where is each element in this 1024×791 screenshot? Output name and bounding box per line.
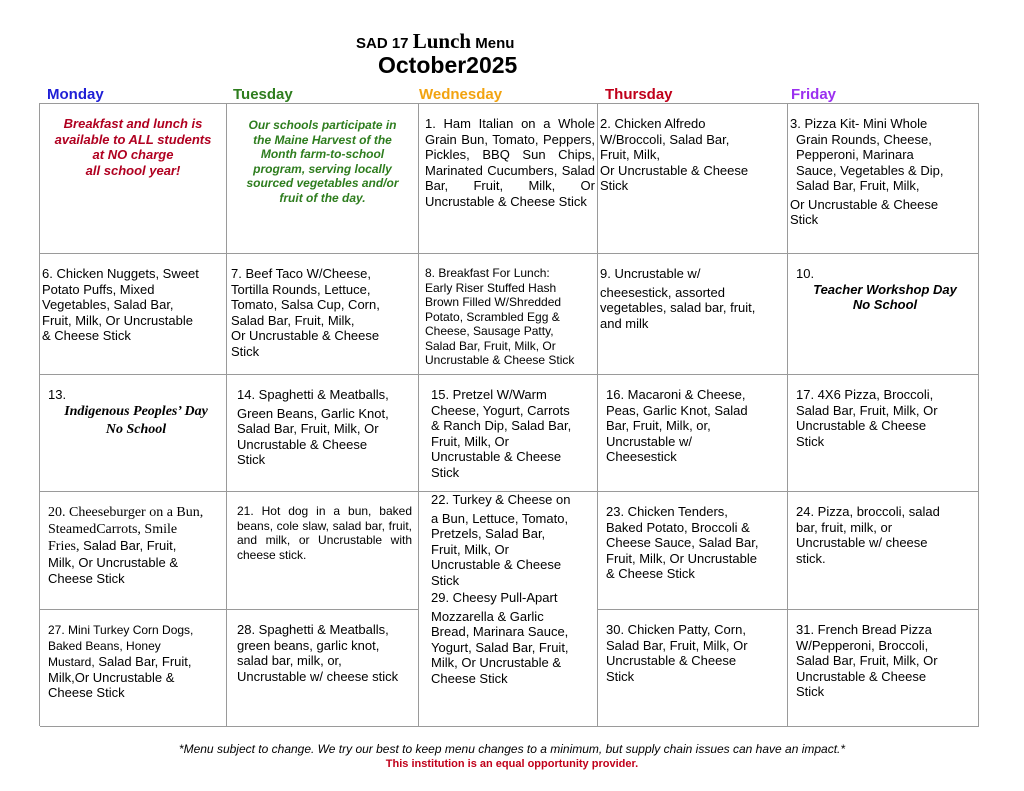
menu-line: SteamedCarrots, Smile (48, 522, 178, 537)
cell-week2-wednesday (419, 254, 598, 375)
cell-week1-tuesday (227, 104, 419, 254)
cell-week3-monday (40, 375, 227, 492)
menu-line: W/Broccoli, Salad Bar, (600, 131, 730, 147)
day-header-wednesday: Wednesday (419, 86, 503, 103)
menu-line: Salad Bar, Fruit, (83, 538, 177, 553)
menu-line: bar, fruit, milk, or (796, 519, 893, 535)
cell-week5-monday (40, 610, 227, 727)
menu-line: Cheese Sauce, Salad Bar, (606, 535, 759, 550)
menu-item-oct-2 (600, 116, 783, 194)
menu-line: Cheese, Sausage Patty, (425, 324, 554, 338)
menu-line: Tortilla Rounds, Lettuce, (231, 281, 371, 297)
menu-line: Potato Puffs, Mixed (42, 281, 155, 297)
cell-week5-thursday (598, 610, 788, 727)
menu-line: 17. 4X6 Pizza, Broccoli, (796, 387, 934, 402)
notice-line: Month farm-to-school (260, 147, 385, 161)
menu-line: Fruit, Milk, Or (431, 433, 509, 449)
menu-line: Uncrustable w/ cheese (796, 535, 928, 550)
menu-line: Fruit, Milk, Or (431, 541, 509, 557)
menu-line: and milk (600, 315, 649, 331)
cell-week4-friday (788, 492, 979, 610)
cell-week4-5-wednesday (419, 492, 598, 727)
event-line: No School (105, 421, 167, 437)
district-name: SAD 17 (356, 35, 409, 52)
menu-line: Stick (237, 452, 266, 467)
day-number-oct-13: 13. (48, 387, 67, 402)
menu-line: 31. French Bread Pizza (796, 622, 932, 637)
menu-line: Mustard, (48, 655, 95, 669)
menu-line: Uncrustable & Cheese (796, 418, 927, 433)
menu-line: 9. Uncrustable w/ (600, 266, 701, 281)
menu-line: Fruit, Milk, Or Uncrustable (42, 312, 193, 328)
cell-week1-wednesday (419, 104, 598, 254)
menu-line: Salad Bar, Fruit, Milk, Or (425, 338, 556, 353)
cell-week2-friday (788, 254, 979, 375)
menu-line: Cheesestick (606, 449, 677, 464)
menu-item-oct-15 (431, 387, 595, 480)
menu-line: 7. Beef Taco W/Cheese, (231, 266, 371, 281)
cell-week3-tuesday (227, 375, 419, 492)
menu-line: cheesestick, assorted (600, 284, 726, 300)
cell-week5-tuesday (227, 610, 419, 727)
cell-week2-tuesday (227, 254, 419, 375)
menu-line: 22. Turkey & Cheese on (431, 492, 571, 507)
equal-opportunity-statement: This institution is an equal opportunity provider. (385, 758, 639, 770)
menu-line: Salad Bar, Fruit, Milk, Or (796, 402, 938, 418)
menu-item-oct-6 (42, 266, 224, 344)
menu-line: Salad Bar, Fruit, (98, 654, 192, 669)
menu-item-oct-3 (790, 116, 974, 228)
menu-line: Early Riser Stuffed Hash (425, 280, 557, 295)
menu-item-oct-14 (237, 387, 416, 468)
cell-week1-thursday (598, 104, 788, 254)
menu-line: Fruit, Milk, Or Uncrustable (606, 550, 757, 566)
day-header-friday: Friday (791, 86, 837, 103)
menu-line: 29. Cheesy Pull-Apart (431, 590, 558, 605)
menu-item-oct-7 (231, 266, 416, 359)
menu-line: Uncrustable & Cheese (796, 668, 927, 684)
menu-line: Stick (431, 464, 460, 480)
day-header-monday: Monday (47, 86, 104, 103)
menu-line: Bar, Fruit, Milk, or, (606, 418, 711, 433)
menu-line: Bread, Marinara Sauce, (431, 624, 569, 639)
menu-calendar-grid (39, 103, 979, 726)
indigenous-peoples-day-event (48, 403, 224, 439)
menu-line: 16. Macaroni & Cheese, (606, 387, 746, 402)
menu-line: Uncrustable w/ cheese stick (237, 668, 399, 684)
menu-line: Or Uncrustable & Cheese (600, 162, 749, 178)
menu-change-disclaimer: *Menu subject to change. We try our best to keep menu changes to a minimum, but supply chain issues can have an impact.* (178, 742, 846, 756)
free-meals-notice (44, 116, 222, 178)
menu-line: Uncrustable & Cheese (431, 449, 562, 464)
month-title: October2025 (378, 52, 518, 78)
menu-line: 28. Spaghetti & Meatballs, (237, 622, 389, 637)
day-header-tuesday: Tuesday (233, 86, 293, 103)
cell-week1-monday (40, 104, 227, 254)
menu-item-oct-23 (606, 504, 785, 582)
menu-line: 30. Chicken Patty, Corn, (606, 622, 746, 637)
menu-line: Grain Rounds, Cheese, (796, 131, 932, 147)
menu-item-oct-16 (606, 387, 785, 465)
menu-item-oct-31 (796, 622, 976, 700)
menu-line: Cheese Stick (48, 685, 125, 700)
cell-week4-thursday (598, 492, 788, 610)
day-header-thursday: Thursday (605, 86, 673, 103)
menu-line: Milk,Or Uncrustable & (48, 669, 175, 685)
menu-line: Mozzarella & Garlic (431, 608, 544, 624)
menu-title (356, 29, 514, 54)
menu-item-oct-1: 1. Ham Italian on a Whole Grain Bun, Tomato, Peppers, Pickles, BBQ Sun Chips, Marinated Cucumbers, Salad Bar, Fruit, Milk, Or Uncrustable & Cheese Stick (425, 116, 595, 209)
notice-line: program, serving locally (253, 161, 392, 176)
menu-item-oct-29 (431, 590, 595, 686)
menu-line: 24. Pizza, broccoli, salad (796, 504, 940, 519)
menu-line: Cheese Stick (48, 570, 125, 586)
menu-line: Or Uncrustable & Cheese (790, 196, 939, 212)
event-line: Teacher Workshop Day (813, 281, 957, 297)
menu-line: stick. (796, 550, 826, 566)
menu-line: Vegetables, Salad Bar, (42, 297, 174, 312)
menu-item-oct-8 (425, 266, 595, 368)
menu-line: Fruit, Milk, (600, 147, 660, 162)
menu-line: W/Pepperoni, Broccoli, (796, 637, 929, 653)
cell-week1-friday (788, 104, 979, 254)
menu-line: 23. Chicken Tenders, (606, 504, 728, 519)
menu-line: Baked Beans, Honey (48, 639, 161, 653)
menu-line: Uncrustable & Cheese (606, 653, 737, 668)
menu-line: Potato, Scrambled Egg & (425, 309, 560, 324)
notice-line: at NO charge (92, 147, 174, 162)
menu-line: Sauce, Vegetables & Dip, (796, 162, 944, 178)
menu-line: Baked Potato, Broccoli & (606, 519, 750, 535)
menu-item-oct-20 (48, 504, 224, 586)
notice-line: available to ALL students (54, 131, 212, 147)
menu-line: Stick (600, 178, 629, 193)
day-number-oct-10: 10. (796, 266, 815, 281)
menu-line: 14. Spaghetti & Meatballs, (237, 387, 389, 402)
menu-line: Stick (790, 212, 819, 227)
cell-week2-monday (40, 254, 227, 375)
cell-week4-monday (40, 492, 227, 610)
menu-item-oct-28 (237, 622, 416, 684)
menu-line: Fries, (48, 539, 80, 554)
menu-line: 20. Cheeseburger on a Bun, (48, 505, 204, 520)
menu-item-oct-24 (796, 504, 976, 566)
lunch-word: Lunch (412, 29, 472, 53)
menu-line: & Cheese Stick (606, 566, 695, 581)
menu-line: Milk, Or Uncrustable & (48, 555, 179, 570)
notice-line: all school year! (85, 162, 181, 178)
menu-line: Stick (796, 433, 825, 449)
menu-item-oct-21: 21. Hot dog in a bun, baked beans, cole slaw, salad bar, fruit, and milk, or Uncrustable with cheese stick. (237, 504, 412, 562)
menu-item-oct-27 (48, 622, 224, 701)
teacher-workshop-event (796, 282, 974, 313)
menu-line: 3. Pizza Kit- Mini Whole (790, 116, 928, 131)
menu-line: Uncrustable & Cheese (431, 557, 562, 572)
menu-item-oct-17 (796, 387, 976, 449)
notice-line: sourced vegetables and/or (246, 176, 399, 190)
menu-line: Pepperoni, Marinara (796, 147, 914, 162)
cell-week5-friday (788, 610, 979, 727)
notice-line: the Maine Harvest of the (253, 132, 392, 147)
menu-line: Peas, Garlic Knot, Salad (606, 402, 748, 418)
menu-line: Salad Bar, Fruit, Milk, Or (606, 637, 748, 653)
menu-line: 6. Chicken Nuggets, Sweet (42, 266, 199, 281)
notice-line: Breakfast and lunch is (63, 116, 203, 131)
cell-week3-wednesday (419, 375, 598, 492)
menu-line: Salad Bar, Fruit, Milk, (231, 312, 355, 328)
menu-line: 2. Chicken Alfredo (600, 116, 706, 131)
cell-week4-tuesday (227, 492, 419, 610)
menu-line: Cheese, Yogurt, Carrots (431, 402, 570, 418)
menu-item-oct-22 (431, 492, 595, 588)
farm-to-school-notice (231, 118, 414, 205)
menu-line: & Cheese Stick (42, 328, 131, 343)
menu-line: Salad Bar, Fruit, Milk, (796, 178, 920, 193)
cell-week3-friday (788, 375, 979, 492)
cell-week2-thursday (598, 254, 788, 375)
menu-line: Stick (606, 668, 635, 684)
event-line: Indigenous Peoples’ Day (64, 403, 208, 419)
menu-item-oct-30 (606, 622, 785, 684)
menu-line: Cheese Stick (431, 670, 508, 686)
menu-line: Stick (796, 684, 825, 699)
menu-line: Salad Bar, Fruit, Milk, Or (237, 421, 379, 436)
menu-line: Yogurt, Salad Bar, Fruit, (431, 639, 569, 655)
menu-line: Tomato, Salsa Cup, Corn, (231, 297, 380, 312)
menu-line: 8. Breakfast For Lunch: (425, 266, 550, 280)
menu-line: Pretzels, Salad Bar, (431, 526, 546, 541)
notice-line: Our schools participate in (248, 118, 397, 132)
menu-line: Brown Filled W/Shredded (425, 295, 562, 309)
menu-line: Uncrustable & Cheese Stick (425, 353, 575, 367)
menu-line: a Bun, Lettuce, Tomato, (431, 510, 569, 526)
menu-line: salad bar, milk, or, (237, 653, 342, 668)
menu-line: 27. Mini Turkey Corn Dogs, (48, 623, 194, 637)
menu-line: Uncrustable w/ (606, 433, 692, 449)
event-line: No School (852, 297, 918, 312)
menu-line: Milk, Or Uncrustable & (431, 655, 562, 670)
menu-line: Green Beans, Garlic Knot, (237, 405, 389, 421)
menu-line: green beans, garlic knot, (237, 637, 380, 653)
menu-line: vegetables, salad bar, fruit, (600, 300, 756, 315)
menu-line: & Ranch Dip, Salad Bar, (431, 418, 572, 433)
menu-line: Stick (431, 572, 460, 588)
menu-line: Uncrustable & Cheese (237, 436, 368, 452)
menu-word: Menu (475, 35, 515, 52)
notice-line: fruit of the day. (279, 190, 366, 205)
menu-line: 15. Pretzel W/Warm (431, 387, 547, 402)
cell-week3-thursday (598, 375, 788, 492)
menu-item-oct-9 (600, 266, 785, 331)
menu-line: Or Uncrustable & Cheese (231, 328, 380, 343)
menu-line: Salad Bar, Fruit, Milk, Or (796, 653, 938, 668)
menu-line: Stick (231, 343, 260, 359)
